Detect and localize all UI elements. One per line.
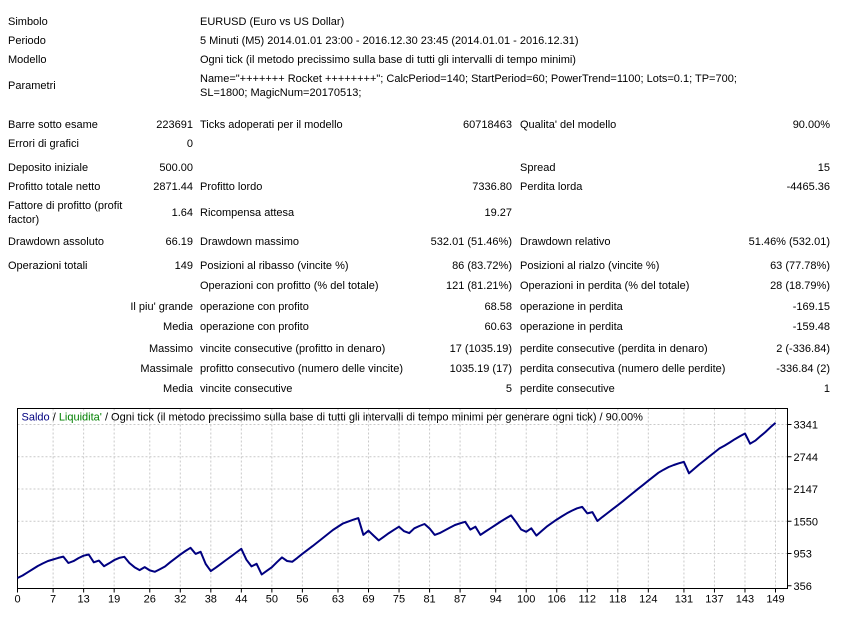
- chart-legend-part: Liquidita': [58, 411, 102, 424]
- stat-label: Drawdown massimo: [200, 236, 300, 248]
- stat-value: -169.15: [792, 301, 830, 313]
- plot-area: [18, 409, 788, 589]
- y-axis-label: 2744: [793, 451, 818, 464]
- stat-value: 5: [505, 383, 512, 395]
- stat-label: Operazioni totali: [8, 260, 88, 272]
- report-row: [8, 280, 842, 294]
- cell-right: [520, 181, 830, 195]
- stat-label: perdite consecutive: [520, 383, 615, 395]
- cell-right: [520, 383, 830, 397]
- cell-middle: [200, 260, 512, 274]
- x-axis-label: 124: [639, 593, 658, 606]
- report-row: [8, 16, 842, 30]
- stat-value: 121 (81.21%): [445, 280, 512, 292]
- x-axis-label: 112: [578, 593, 597, 606]
- x-axis-label: 7: [50, 593, 57, 606]
- report-row: [8, 181, 842, 195]
- stat-value: 90.00%: [792, 119, 830, 131]
- stat-value: 1: [823, 383, 830, 395]
- stat-label: Modello: [8, 54, 47, 66]
- stat-label: Media: [163, 383, 193, 395]
- cell-left: [8, 80, 193, 94]
- cell-left: [8, 162, 193, 176]
- cell-right: [520, 236, 830, 250]
- stat-value: 7336.80: [472, 181, 512, 193]
- stat-label: Simbolo: [8, 16, 48, 28]
- x-axis-label: 44: [235, 593, 248, 606]
- report-row: [8, 260, 842, 274]
- stat-label: perdita consecutiva (numero delle perdite): [520, 363, 726, 375]
- stat-label: Ricompensa attesa: [200, 206, 295, 219]
- stat-value: 19.27: [484, 206, 512, 219]
- stat-label: Operazioni con profitto (% del totale): [200, 280, 379, 292]
- cell-left: [8, 260, 193, 274]
- report-row: [8, 138, 842, 152]
- stat-label: operazione in perdita: [520, 321, 623, 333]
- x-axis-label: 81: [423, 593, 436, 606]
- cell-right: [520, 260, 830, 274]
- cell-left: [8, 181, 193, 195]
- chart-legend-part: / Ogni tick (il metodo precissimo sulla base di tutti gli intervalli di tempo minimi per generare ogni tick) / 90.00%: [101, 411, 643, 424]
- stat-value: 15: [817, 162, 830, 174]
- cell-right: [520, 301, 830, 315]
- stat-value: 51.46% (532.01): [748, 236, 830, 248]
- stat-value: 149: [174, 260, 193, 272]
- cell-left: [8, 138, 193, 152]
- stat-label: Massimale: [140, 363, 193, 375]
- stat-label: Media: [163, 321, 193, 333]
- stat-value: 68.58: [484, 301, 512, 313]
- stat-value: 532.01 (51.46%): [430, 236, 512, 248]
- report-row: [8, 54, 842, 68]
- cell-left: [8, 236, 193, 250]
- x-axis-label: 143: [735, 593, 755, 606]
- stat-label: profitto consecutivo (numero delle vincite): [200, 363, 403, 375]
- stat-label: operazione con profito: [200, 301, 309, 313]
- report-row: [8, 73, 842, 101]
- cell-middle: [200, 321, 512, 335]
- stat-label: Periodo: [8, 35, 46, 47]
- x-axis-label: 63: [331, 593, 345, 606]
- x-axis-label: 38: [204, 593, 217, 606]
- stat-value: 0: [186, 138, 193, 150]
- stat-label: perdite consecutive (perdita in denaro): [520, 343, 708, 355]
- chart-legend-part: Saldo: [21, 411, 50, 424]
- stat-label: Perdita lorda: [520, 181, 583, 193]
- y-axis-label: 2147: [793, 484, 818, 496]
- stat-value: -336.84 (2): [776, 363, 830, 375]
- cell-left: [8, 321, 193, 335]
- x-axis-label: 69: [362, 593, 375, 606]
- stat-label: vincite consecutive (profitto in denaro): [200, 343, 386, 355]
- stat-wide-value: EURUSD (Euro vs US Dollar): [200, 16, 345, 28]
- stat-wide-value: 5 Minuti (M5) 2014.01.01 23:00 - 2016.12.30 23:45 (2014.01.01 - 2016.12.31): [200, 35, 579, 47]
- stat-value: -159.48: [792, 321, 830, 333]
- cell-left: [8, 200, 193, 228]
- cell-left: [8, 35, 193, 49]
- stat-label: operazione con profito: [200, 321, 309, 333]
- stat-value: 17 (1035.19): [449, 343, 512, 355]
- cell-left: [8, 54, 193, 68]
- balance-chart-svg: [0, 404, 858, 614]
- stat-label: Massimo: [148, 343, 193, 355]
- stat-label: Fattore di profitto (profit factor): [8, 200, 123, 226]
- x-axis-label: 56: [296, 593, 309, 606]
- stat-wide-value: Name="+++++++ Rocket ++++++++"; CalcPeriod=140; StartPeriod=60; PowerTrend=1100; Lots=0.1; TP=700; SL=1800; MagicNum=20170513;: [200, 73, 737, 99]
- stat-label: Errori di grafici: [8, 138, 79, 150]
- x-axis-label: 100: [517, 593, 536, 606]
- stat-label: Il piu' grande: [130, 301, 193, 313]
- stat-value: 1035.19 (17): [449, 363, 512, 375]
- stat-value: 2871.44: [153, 181, 193, 193]
- report-row: [8, 35, 842, 49]
- stat-value: 28 (18.79%): [770, 280, 830, 292]
- stat-value: -4465.36: [786, 181, 830, 193]
- cell-right: [520, 343, 830, 357]
- stat-label: Operazioni in perdita (% del totale): [520, 280, 690, 292]
- x-axis-label: 149: [766, 593, 785, 606]
- y-axis-label: 1550: [793, 516, 818, 529]
- report-row: [8, 343, 842, 357]
- cell-right: [520, 119, 830, 133]
- report-row: [8, 200, 842, 228]
- cell-left: [8, 383, 193, 397]
- cell-middle: [200, 181, 512, 195]
- stat-label: Drawdown assoluto: [8, 236, 104, 248]
- cell-right: [520, 162, 830, 176]
- stat-label: vincite consecutive: [200, 383, 293, 395]
- stat-value: 1.64: [171, 206, 193, 219]
- stat-label: Parametri: [8, 79, 56, 92]
- report-row: [8, 301, 842, 315]
- chart-legend-part: /: [49, 411, 59, 424]
- x-axis-label: 32: [174, 593, 187, 606]
- cell-middle: [200, 236, 512, 250]
- cell-middle: [200, 301, 512, 315]
- stat-label: Posizioni al rialzo (vincite %): [520, 260, 660, 272]
- report-row: [8, 363, 842, 377]
- stat-label: Barre sotto esame: [8, 119, 98, 131]
- stat-label: Profitto lordo: [200, 181, 263, 193]
- x-axis-label: 94: [489, 593, 502, 606]
- cell-right: [520, 363, 830, 377]
- stat-value: 60718463: [463, 119, 512, 131]
- cell-left: [8, 119, 193, 133]
- cell-middle: [200, 383, 512, 397]
- stat-label: operazione in perdita: [520, 301, 623, 313]
- x-axis-label: 75: [392, 593, 406, 606]
- stat-wide-value: Ogni tick (il metodo precissimo sulla base di tutti gli intervalli di tempo minimi): [200, 54, 576, 66]
- x-axis-label: 118: [609, 593, 627, 606]
- x-axis-label: 106: [547, 593, 566, 606]
- cell-left: [8, 363, 193, 377]
- report-row: [8, 119, 842, 133]
- stat-value: 2 (-336.84): [776, 343, 830, 355]
- y-axis-label: 953: [793, 548, 812, 561]
- cell-left: [8, 301, 193, 315]
- x-axis-label: 137: [705, 593, 724, 606]
- stat-value: 500.00: [159, 162, 193, 174]
- x-axis-label: 26: [143, 593, 156, 606]
- stat-label: Posizioni al ribasso (vincite %): [200, 260, 349, 272]
- x-axis-label: 19: [108, 593, 121, 606]
- cell-middle: [200, 207, 512, 221]
- report-row: [8, 162, 842, 176]
- stat-value: 63 (77.78%): [770, 260, 830, 272]
- x-axis-label: 0: [14, 593, 21, 606]
- cell-middle: [200, 363, 512, 377]
- stat-label: Drawdown relativo: [520, 236, 611, 248]
- stat-label: Deposito iniziale: [8, 162, 89, 174]
- cell-middle: [200, 119, 512, 133]
- stat-value: 66.19: [165, 236, 193, 248]
- report-row: [8, 236, 842, 250]
- stat-label: Spread: [520, 162, 556, 174]
- cell-left: [8, 16, 193, 30]
- stat-label: Profitto totale netto: [8, 181, 101, 193]
- cell-middle: [200, 280, 512, 294]
- stat-value: 86 (83.72%): [452, 260, 512, 272]
- cell-right: [520, 321, 830, 335]
- report-row: [8, 321, 842, 335]
- cell-right: [520, 280, 830, 294]
- report-row: [8, 383, 842, 397]
- x-axis-label: 87: [453, 593, 467, 606]
- x-axis-label: 131: [674, 593, 694, 606]
- x-axis-label: 50: [265, 593, 278, 606]
- chart-legend: [22, 412, 644, 424]
- stat-label: Qualita' del modello: [520, 119, 617, 131]
- cell-left: [8, 343, 193, 357]
- cell-middle: [200, 343, 512, 357]
- stat-label: Ticks adoperati per il modello: [200, 119, 343, 131]
- balance-chart: [0, 404, 858, 614]
- y-axis-label: 356: [793, 580, 812, 593]
- x-axis-label: 13: [77, 593, 90, 606]
- stat-value: 60.63: [484, 321, 512, 333]
- y-axis-label: 3341: [793, 419, 818, 432]
- stat-value: 223691: [156, 119, 193, 131]
